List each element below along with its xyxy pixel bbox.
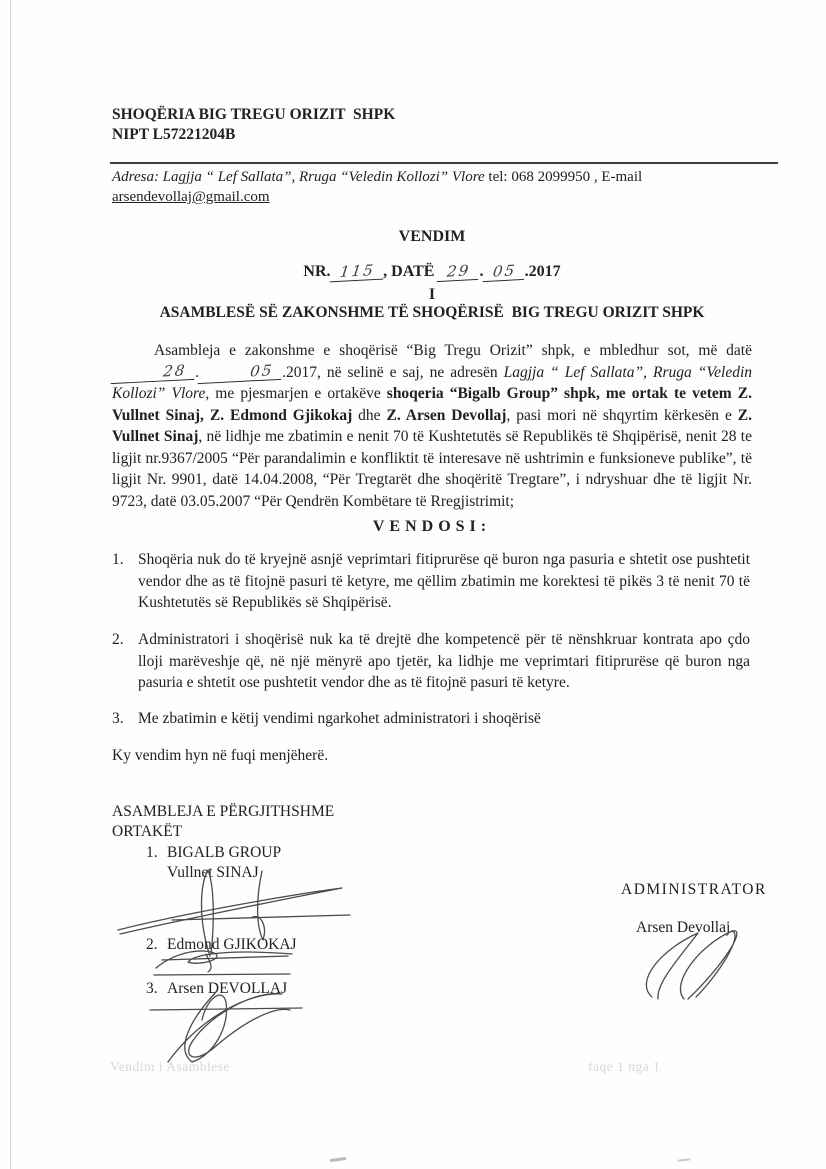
decision-item: [112, 629, 752, 694]
signatory-subname: Vullnet SINAJ: [167, 864, 259, 881]
signatory-number: 2.: [146, 936, 158, 953]
ortaket-heading: ORTAKËT: [112, 823, 183, 840]
handwritten-month-body: 05: [198, 361, 284, 383]
roman-numeral-i: I: [428, 286, 436, 303]
decision-item-number: 3.: [112, 710, 124, 727]
decision-item-number: 2.: [112, 631, 124, 648]
text-segment: , në lidhje me zbatimin e nenit 70 të Kushtetutës së Republikës të Shqipërisë, nenit 28 te ligjit nr.9367/2005 “Për parandalimin e konfliktit të interesave në ushtrimin e funksioneve publike”, të ligjit Nr. 9901, datë 14.04.2008, “Për Tregtarët dhe shoqëritë Tregtare”, i ndryshuar dhe të ligjit Nr. 9723, datë 03.05.2007 “Për Qendrën Kombëtare të Rregjistrimit;: [112, 428, 752, 510]
signatory-name: Arsen DEVOLLAJ: [167, 980, 288, 997]
decision-number-line: [112, 261, 752, 283]
signature-administrator: [626, 927, 766, 1003]
signature-arsen-devollaj: [144, 984, 316, 1066]
administrator-name: Arsen Devollaj: [636, 919, 731, 936]
date-year: .2017: [524, 263, 561, 280]
footer-page-number: faqe 1 nga 1: [588, 1059, 661, 1074]
decision-item-text: Me zbatimin e këtij vendimi ngarkohet administratori i shoqërisë: [138, 710, 541, 727]
signatory-name: BIGALB GROUP: [167, 844, 282, 861]
signatory-name: Edmond GJIKOKAJ: [167, 936, 297, 953]
assembly-heading: ASAMBLEJA E PËRGJITHSHME: [112, 803, 335, 820]
decision-item-text: Shoqëria nuk do të kryejnë asnjë veprimtari fitiprurëse që buron nga pasuria e shtetit ose pushtetit vendor dhe as të fitojnë pasuri të ketyre, me qëllim zbatimin me korektesi të pikës 3 të nenit 70 të Kushtetutës së Republikës së Shqipërisë.: [138, 551, 750, 611]
assembly-subject-line: ASAMBLESË SË ZAKONSHME TË SHOQËRISË BIG TREGU ORIZIT SHPK: [159, 304, 705, 321]
handwritten-month: 05: [482, 262, 526, 282]
administrator-title: ADMINISTRATOR: [621, 881, 767, 898]
signatory-number: 3.: [146, 980, 158, 997]
text-segment-bold: Z. Arsen Devollaj: [386, 406, 507, 424]
vendosi-heading: VENDOSI:: [372, 518, 492, 535]
text-segment: dhe: [352, 406, 387, 424]
scan-artifact: [678, 1158, 690, 1161]
address-contact: tel: 068 2099950 , E-mail: [484, 169, 643, 185]
header-block: [112, 105, 780, 145]
date-label: , DATË: [383, 263, 439, 280]
email-text: arsendevollaj@gmail.com: [112, 189, 270, 205]
company-name: SHOQËRIA BIG TREGU ORIZIT SHPK: [112, 106, 396, 123]
left-scan-border: [10, 0, 11, 1169]
decision-item: [112, 549, 752, 614]
address-block: [112, 167, 780, 207]
signatory-number: 1.: [146, 844, 158, 861]
handwritten-day-body: 28: [111, 361, 197, 383]
decision-item-number: 1.: [112, 551, 124, 568]
company-nipt: NIPT L57221204B: [112, 126, 236, 143]
decision-item-text: Administratori i shoqërisë nuk ka të drejtë dhe kompetencë për të nënshkruar kontrata apo çdo lloji marëveshje që, në një mënyrë apo tjetër, ka lidhje me veprimtari fitiprurëse që buron nga pasuria e shtetit ose pushtetit vendor dhe as të fitojnë pasuri të ketyre.: [138, 631, 750, 691]
text-segment: .2017, në selinë e saj, ne adresën: [282, 363, 504, 381]
text-segment-italic: Lagjja “ Lef Sallata”, Rruga “Veledin Kollozi” Vlore: [112, 363, 753, 402]
closing-line: Ky vendim hyn në fuqi menjëherë.: [112, 747, 329, 764]
header-rule: [110, 162, 778, 164]
text-segment: , me pjesmarjen e ortakëve: [205, 385, 387, 402]
decision-item: [112, 708, 752, 730]
text-segment: .: [195, 363, 199, 381]
date-dot: .: [479, 263, 484, 280]
signatory-entry: [146, 842, 446, 864]
body-paragraph: [112, 340, 752, 512]
text-segment-bold: shoqeria “Bigalb Group” shpk, me ortak te vetem Z. Vullnet Sinaj, Z. Edmond Gjikokaj: [112, 385, 752, 424]
handwritten-decision-number: 115: [329, 262, 384, 283]
handwritten-day: 29: [437, 262, 481, 282]
nr-label: NR.: [303, 263, 331, 280]
text-segment: Asambleja e zakonshme e shoqërisë “Big Tregu Orizit” shpk, e mbledhur sot, më datë: [154, 342, 752, 359]
text-segment-bold: Z. Vullnet Sinaj: [112, 406, 752, 445]
vendim-title: VENDIM: [398, 228, 466, 245]
signature-edmond-gjikokaj: [150, 946, 300, 978]
scan-artifact: [330, 1157, 346, 1162]
address-text: Adresa: Lagjja “ Lef Sallata”, Rruga “Veledin Kollozi” Vlore: [112, 169, 485, 185]
footer-doc-title: Vendim i Asamblese: [110, 1059, 230, 1074]
text-segment: , pasi mori në shqyrtim kërkesën e: [506, 406, 738, 424]
